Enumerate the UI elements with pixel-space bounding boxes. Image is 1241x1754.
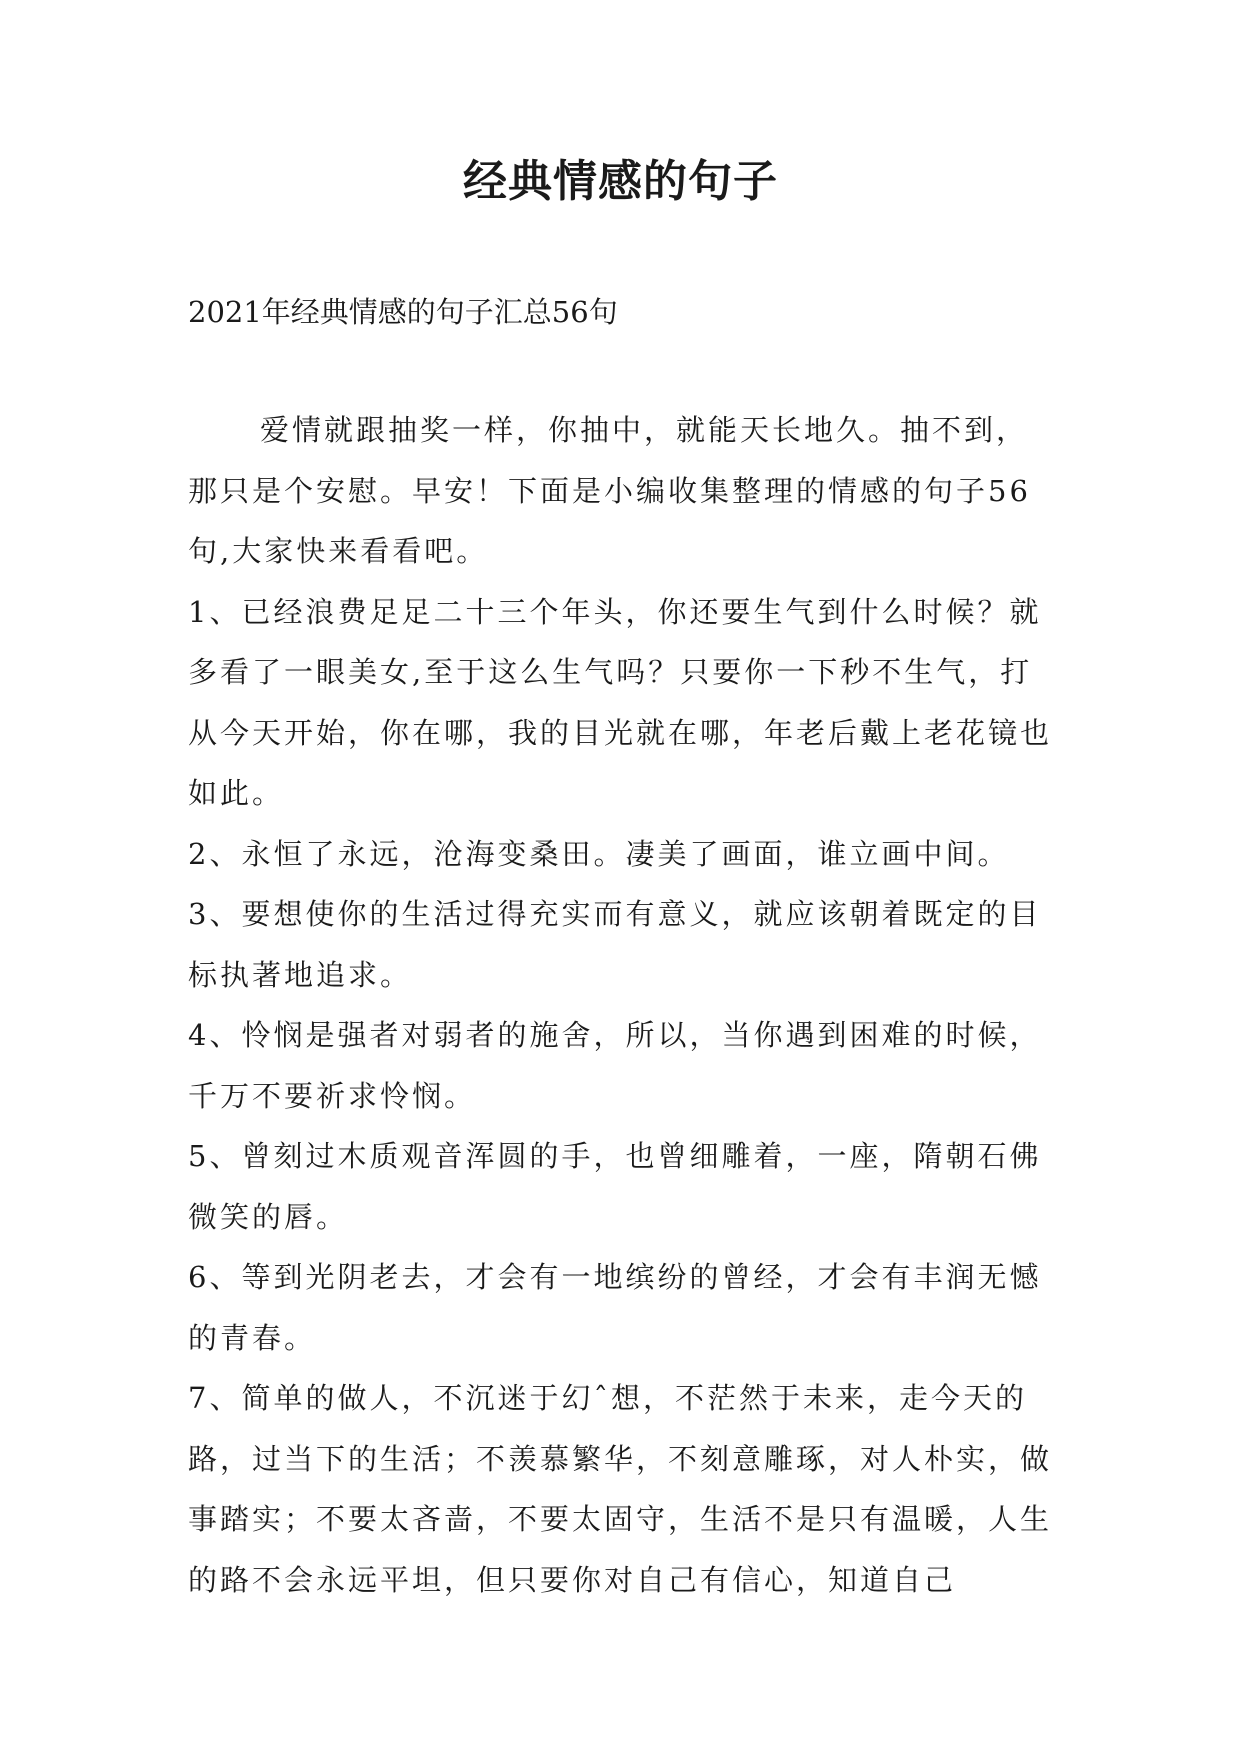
list-item: 1、已经浪费足足二十三个年头，你还要生气到什么时候？就多看了一眼美女,至于这么生气吗？只要你一下秒不生气，打从今天开始，你在哪，我的目光就在哪，年老后戴上老花镜也如此。 bbox=[188, 594, 1053, 810]
intro-paragraph: 爱情就跟抽奖一样，你抽中，就能天长地久。抽不到，那只是个安慰。早安！下面是小编收集整理的情感的句子56句,大家快来看看吧。 bbox=[188, 413, 1031, 568]
document-body bbox=[188, 400, 1058, 1610]
list-item: 7、简单的做人，不沉迷于幻ˆ想，不茫然于未来，走今天的路，过当下的生活；不羡慕繁华，不刻意雕琢，对人朴实，做事踏实；不要太吝啬，不要太固守，生活不是只有温暖，人生的路不会永远平坦，但只要你对自己有信心，知道自己 bbox=[188, 1381, 1053, 1597]
list-item: 2、永恒了永远，沧海变桑田。凄美了画面，谁立画中间。 bbox=[188, 836, 1010, 871]
list-item: 4、怜悯是强者对弱者的施舍，所以，当你遇到困难的时候，千万不要祈求怜悯。 bbox=[188, 1018, 1042, 1113]
list-item: 5、曾刻过木质观音浑圆的手，也曾细雕着，一座，隋朝石佛微笑的唇。 bbox=[188, 1139, 1042, 1234]
list-item: 6、等到光阴老去，才会有一地缤纷的曾经，才会有丰润无憾的青春。 bbox=[188, 1260, 1042, 1355]
list-item: 3、要想使你的生活过得充实而有意义，就应该朝着既定的目标执著地追求。 bbox=[188, 897, 1042, 992]
document-subtitle: 2021年经典情感的句子汇总56句 bbox=[188, 295, 618, 329]
document-title: 经典情感的句子 bbox=[463, 156, 778, 207]
